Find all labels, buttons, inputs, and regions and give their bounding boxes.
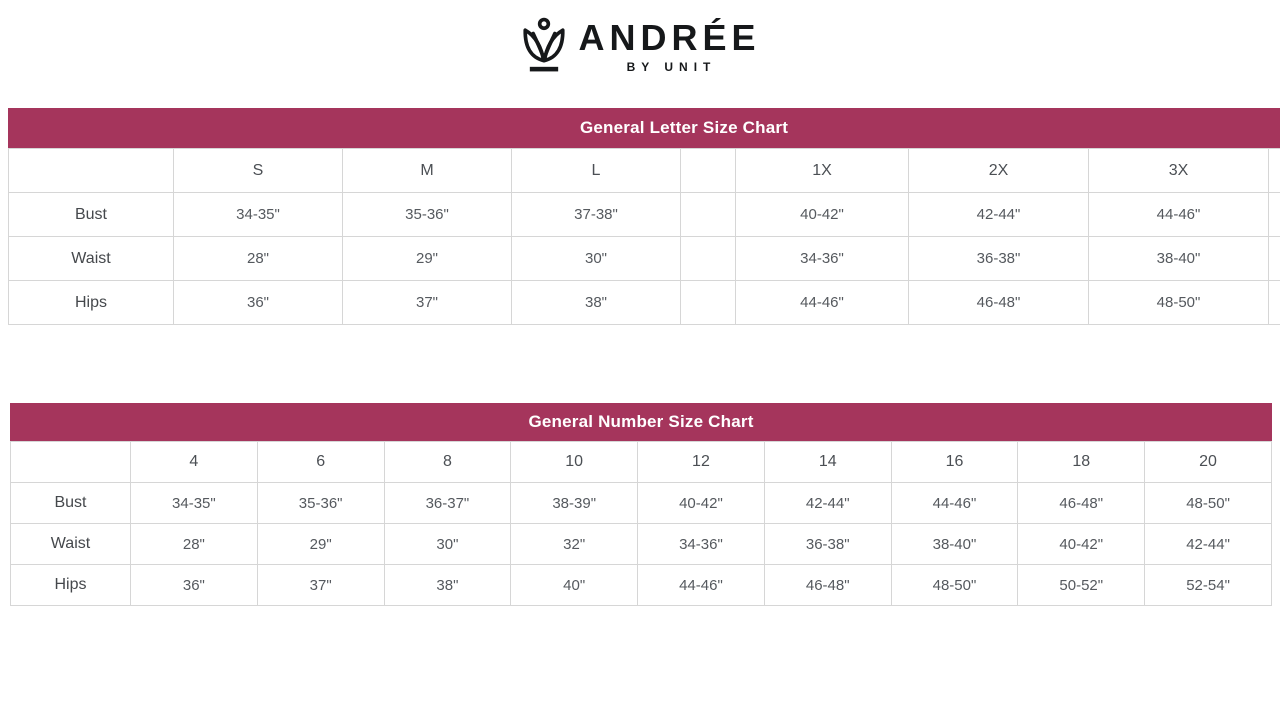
- size-value-cell: 36-38": [909, 237, 1089, 281]
- size-value-cell: 38": [512, 281, 681, 325]
- size-value-cell: 35-36": [257, 483, 384, 524]
- letter-table-mount: [8, 148, 1280, 325]
- size-value-cell: 46-48": [909, 281, 1089, 325]
- row-label-waist: Waist: [9, 237, 174, 281]
- size-value-cell: 38": [384, 565, 511, 606]
- number-table-mount: [10, 441, 1272, 606]
- size-value-cell: 46-48": [1018, 483, 1145, 524]
- size-value-cell: 37-38": [512, 193, 681, 237]
- size-value-cell: 36-37": [384, 483, 511, 524]
- col-header-10: 10: [511, 442, 638, 483]
- size-value-cell: 34-35": [174, 193, 343, 237]
- measurement-row-bust: [9, 193, 1280, 237]
- size-value-cell: 42-44": [909, 193, 1089, 237]
- col-header-empty: [1269, 149, 1280, 193]
- row-label-bust: Bust: [9, 193, 174, 237]
- size-value-cell: 46-48": [764, 565, 891, 606]
- size-value-cell: 29": [257, 524, 384, 565]
- size-value-cell: 44-46": [891, 483, 1018, 524]
- size-value-cell: 40-42": [1018, 524, 1145, 565]
- number-chart-title: General Number Size Chart: [10, 403, 1272, 441]
- letter-chart-table: [8, 148, 1280, 325]
- size-value-cell: 38-39": [511, 483, 638, 524]
- size-value-cell: 34-36": [638, 524, 765, 565]
- size-value-cell: 52-54": [1145, 565, 1272, 606]
- col-header-6: 6: [257, 442, 384, 483]
- size-value-cell: 48-50": [891, 565, 1018, 606]
- col-header-empty: [11, 442, 131, 483]
- col-header-s: S: [174, 149, 343, 193]
- col-header-18: 18: [1018, 442, 1145, 483]
- size-value-cell: 38-40": [891, 524, 1018, 565]
- size-value-cell: [681, 237, 736, 281]
- size-header-row: [9, 149, 1280, 193]
- size-header-row: [11, 442, 1272, 483]
- col-header-3x: 3X: [1089, 149, 1269, 193]
- size-value-cell: 48-50": [1089, 281, 1269, 325]
- size-value-cell: 28": [131, 524, 258, 565]
- row-label-hips: Hips: [11, 565, 131, 606]
- letter-chart-viewport: [8, 108, 1280, 325]
- measurement-row-waist: [9, 237, 1280, 281]
- row-label-bust: Bust: [11, 483, 131, 524]
- size-value-cell: [681, 281, 736, 325]
- tulip-icon: [519, 12, 569, 80]
- brand-tagline: BY UNIT: [626, 59, 717, 74]
- col-header-empty: [9, 149, 174, 193]
- col-header-14: 14: [764, 442, 891, 483]
- size-value-cell: 36": [131, 565, 258, 606]
- size-value-cell: 28": [174, 237, 343, 281]
- size-value-cell: [1269, 193, 1280, 237]
- size-value-cell: 44-46": [736, 281, 909, 325]
- col-header-1x: 1X: [736, 149, 909, 193]
- col-header-l: L: [512, 149, 681, 193]
- size-value-cell: 40-42": [736, 193, 909, 237]
- row-label-hips: Hips: [9, 281, 174, 325]
- size-value-cell: 36-38": [764, 524, 891, 565]
- col-header-8: 8: [384, 442, 511, 483]
- brand-name: ANDRÉE: [578, 17, 761, 58]
- size-value-cell: 44-46": [638, 565, 765, 606]
- size-value-cell: 40": [511, 565, 638, 606]
- number-size-chart: [10, 403, 1272, 606]
- size-value-cell: 40-42": [638, 483, 765, 524]
- size-value-cell: 35-36": [343, 193, 512, 237]
- col-header-m: M: [343, 149, 512, 193]
- size-value-cell: 42-44": [1145, 524, 1272, 565]
- col-header-empty: [681, 149, 736, 193]
- letter-size-chart: [8, 108, 1280, 325]
- measurement-row-waist: [11, 524, 1272, 565]
- size-value-cell: 37": [343, 281, 512, 325]
- col-header-16: 16: [891, 442, 1018, 483]
- letter-chart-title: General Letter Size Chart: [8, 108, 1280, 148]
- number-chart-table: [10, 441, 1272, 606]
- col-header-4: 4: [131, 442, 258, 483]
- size-value-cell: 37": [257, 565, 384, 606]
- size-value-cell: [1269, 237, 1280, 281]
- size-value-cell: 34-35": [131, 483, 258, 524]
- brand-logo[interactable]: [0, 0, 1280, 96]
- size-value-cell: [1269, 281, 1280, 325]
- size-value-cell: 34-36": [736, 237, 909, 281]
- size-value-cell: 36": [174, 281, 343, 325]
- size-value-cell: 38-40": [1089, 237, 1269, 281]
- col-header-20: 20: [1145, 442, 1272, 483]
- col-header-2x: 2X: [909, 149, 1089, 193]
- size-value-cell: 30": [384, 524, 511, 565]
- measurement-row-hips: [9, 281, 1280, 325]
- size-value-cell: 29": [343, 237, 512, 281]
- col-header-12: 12: [638, 442, 765, 483]
- size-value-cell: 42-44": [764, 483, 891, 524]
- measurement-row-hips: [11, 565, 1272, 606]
- size-value-cell: [681, 193, 736, 237]
- size-value-cell: 32": [511, 524, 638, 565]
- size-value-cell: 30": [512, 237, 681, 281]
- size-value-cell: 48-50": [1145, 483, 1272, 524]
- size-value-cell: 44-46": [1089, 193, 1269, 237]
- size-value-cell: 50-52": [1018, 565, 1145, 606]
- measurement-row-bust: [11, 483, 1272, 524]
- brand-text-block: [578, 12, 760, 74]
- row-label-waist: Waist: [11, 524, 131, 565]
